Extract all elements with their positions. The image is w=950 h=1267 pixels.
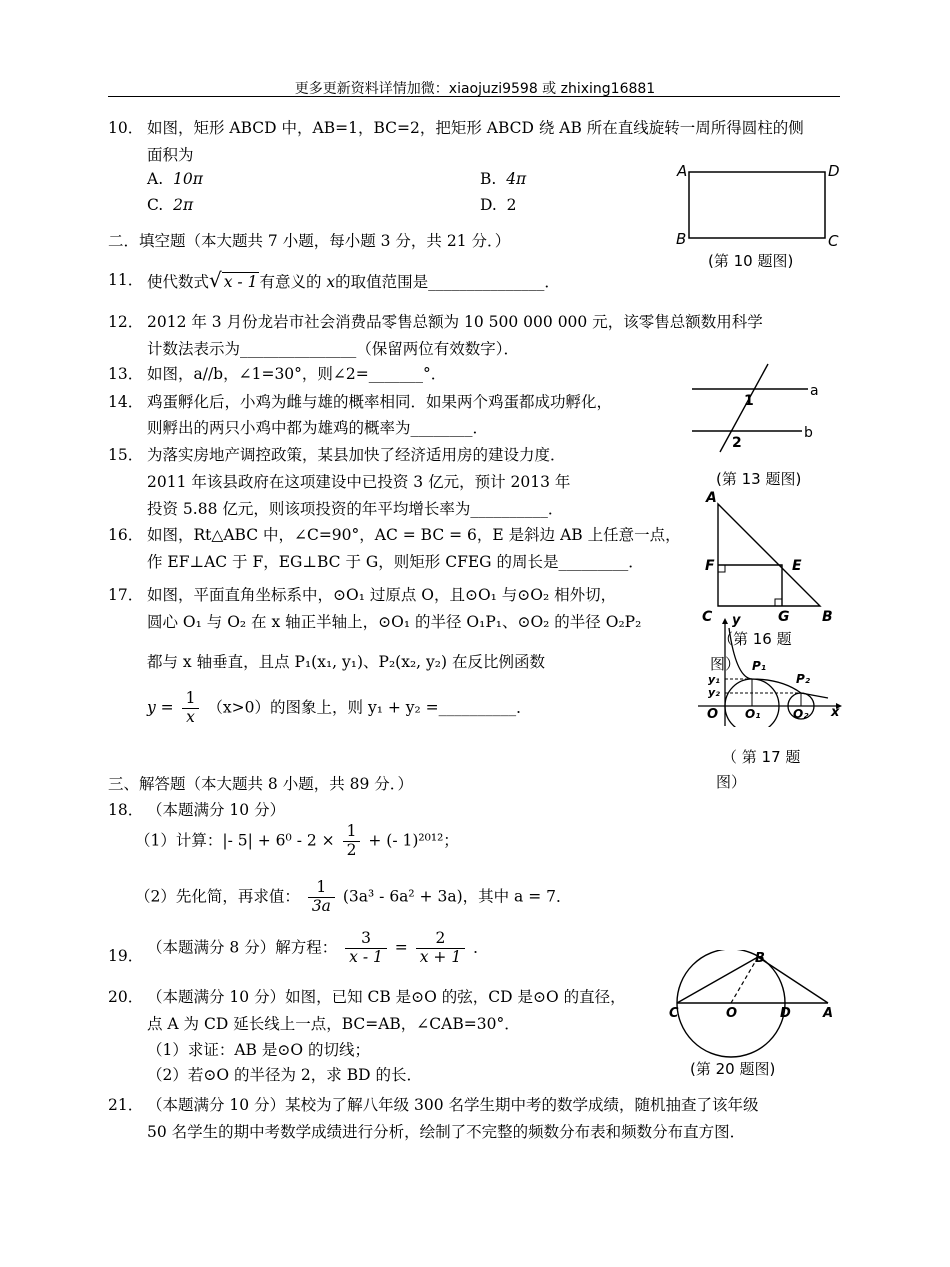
q16-number: 16． xyxy=(108,526,144,544)
label-e: E xyxy=(792,558,802,574)
q20-text-line2: 点 A 为 CD 延长线上一点，BC=AB，∠CAB=30°． xyxy=(147,1015,520,1033)
q19-right-fraction: $\frac{2}{x + 1}$ xyxy=(416,930,465,967)
label-a: A xyxy=(706,490,717,506)
label-o2: O₂ xyxy=(793,707,809,721)
q20-circle-figure xyxy=(668,950,840,1060)
q17-text-line4: y = $\frac{1}{x}$ （x>0）的图象上，则 y₁ + y₂ =__________． xyxy=(147,689,532,726)
q10-option-a: A. 10π xyxy=(147,170,203,188)
q17-text-line2: 圆心 O₁ 与 O₂ 在 x 轴正半轴上，⊙O₁ 的半径 O₁P₁、⊙O₂ 的半径 O₂P₂ xyxy=(147,613,642,631)
q18-head: （本题满分 10 分） xyxy=(147,801,286,819)
label-a: A xyxy=(823,1006,834,1021)
label-y2: y₂ xyxy=(708,686,720,699)
label-p2: P₂ xyxy=(796,672,811,686)
q14-text-line1: 鸡蛋孵化后，小鸡为雌与雄的概率相同．如果两个鸡蛋都成功孵化， xyxy=(147,393,613,411)
q21-number: 21． xyxy=(108,1096,144,1114)
q20-text-line1: （本题满分 10 分）如图，已知 CB 是⊙O 的弦，CD 是⊙O 的直径， xyxy=(147,988,626,1006)
q10-option-d: D. 2 xyxy=(480,196,517,214)
q16-text-line1: 如图，Rt△ABC 中，∠C=90°，AC = BC = 6，E 是斜边 AB 上任意一点， xyxy=(147,526,681,544)
q21-text-line2: 50 名学生的期中考数学成绩进行分析，绘制了不完整的频数分布表和频数分布直方图． xyxy=(147,1123,746,1141)
label-p1: P₁ xyxy=(752,659,767,673)
q15-text-line3: 投资 5.88 亿元，则该项投资的年平均增长率为__________． xyxy=(147,500,564,518)
label-origin: O xyxy=(707,707,719,722)
label-c: C xyxy=(669,1006,679,1021)
rectangle-abcd xyxy=(689,172,825,238)
tangent-ab xyxy=(758,957,828,1003)
right-angle-mark-f xyxy=(718,565,725,572)
q20-text-line4: （2）若⊙O 的半径为 2，求 BD 的长． xyxy=(147,1066,422,1084)
q19-left-fraction: $\frac{3}{x - 1}$ xyxy=(345,930,387,967)
label-g: G xyxy=(778,609,790,625)
q11-radicand: x - 1 xyxy=(223,273,258,291)
q15-text-line1: 为落实房地产调控政策，某县加快了经济适用房的建设力度． xyxy=(147,446,566,464)
q17-text-line1: 如图，平面直角坐标系中，⊙O₁ 过原点 O，且⊙O₁ 与⊙O₂ 相外切， xyxy=(147,586,617,604)
q17-caption-line1: （ 第 17 题 xyxy=(722,748,801,766)
label-o: O xyxy=(726,1006,738,1021)
q17-number: 17． xyxy=(108,586,144,604)
chord-cb xyxy=(677,957,758,1003)
q18-part2: （2）先化简，再求值： $\frac{1}{3a}$ (3a³ - 6a² + 3a)，其中 a = 7． xyxy=(135,878,572,915)
q15-text-line2: 2011 年该县政府在这项建设中已投资 3 亿元，预计 2013 年 xyxy=(147,473,571,491)
q11-text: 使代数式√ x - 1 有意义的 x的取值范围是_______________． xyxy=(147,268,560,292)
header-rule xyxy=(108,96,840,97)
q19-number: 19． xyxy=(108,947,144,965)
q13-number: 13． xyxy=(108,365,144,383)
q17-function-fraction: $\frac{1}{x}$ xyxy=(182,690,200,727)
label-x-axis: x xyxy=(831,705,840,720)
q10-rectangle-figure xyxy=(670,158,845,253)
label-a: A xyxy=(677,162,688,180)
page-header: 更多更新资料详情加微：xiaojuzi9598 或 zhixing16881 xyxy=(294,81,656,97)
q20-caption: (第 20 题图) xyxy=(690,1060,776,1078)
label-line-b: b xyxy=(804,425,813,441)
triangle-abc xyxy=(718,504,820,606)
q20-number: 20． xyxy=(108,988,144,1006)
q17-caption-line2: 图） xyxy=(716,773,747,791)
section3-heading: 三、解答题（本大题共 8 小题，共 89 分．） xyxy=(108,775,414,793)
label-c: C xyxy=(828,232,839,250)
label-line-a: a xyxy=(810,383,819,399)
q20-text-line3: （1）求证：AB 是⊙O 的切线； xyxy=(147,1041,370,1059)
q12-text-line2: 计数法表示为_______________（保留两位有效数字）． xyxy=(147,340,520,358)
label-f: F xyxy=(705,558,715,574)
q18-simplify-fraction: $\frac{1}{3a}$ xyxy=(308,879,335,916)
label-b: B xyxy=(822,609,833,625)
right-angle-mark-g xyxy=(775,599,782,606)
q16-caption-line1: （第 16 题 xyxy=(718,630,792,648)
q18-part1: （1）计算：|- 5| + 6⁰ - 2 × $\frac{1}{2}$ + (- 1)²⁰¹²； xyxy=(135,822,459,859)
label-o1: O₁ xyxy=(745,707,761,721)
q12-number: 12． xyxy=(108,313,144,331)
q12-text-line1: 2012 年 3 月份龙岩市社会消费品零售总额为 10 500 000 000 元，该零售总额数用科学 xyxy=(147,313,763,331)
q10-option-c: C. 2π xyxy=(147,196,194,214)
q14-number: 14． xyxy=(108,393,144,411)
angle-2-label: 2 xyxy=(732,435,742,451)
q11-number: 11． xyxy=(108,271,144,289)
q10-caption: (第 10 题图) xyxy=(708,252,794,270)
q13-text: 如图，a//b，∠1=30°，则∠2=_______°． xyxy=(147,365,447,383)
q15-number: 15． xyxy=(108,446,144,464)
hyperbola-curve xyxy=(729,628,828,698)
q17-coordinate-figure xyxy=(692,612,844,727)
q18-number: 18． xyxy=(108,801,144,819)
y-axis-arrow xyxy=(722,618,728,624)
q10-text-line1: 如图，矩形 ABCD 中，AB=1，BC=2，把矩形 ABCD 绕 AB 所在直线旋转一周所得圆柱的侧 xyxy=(147,119,804,137)
q19-text: （本题满分 8 分）解方程： $\frac{3}{x - 1}$ = $\frac{2}{x + 1}$ ． xyxy=(147,929,489,966)
angle-1-label: 1 xyxy=(744,393,754,409)
rectangle-cfeg xyxy=(718,565,782,606)
label-b: B xyxy=(676,230,687,248)
label-y1: y₁ xyxy=(708,673,720,686)
q18-half-fraction: $\frac{1}{2}$ xyxy=(343,823,361,860)
q13-caption: (第 13 题图) xyxy=(716,470,802,488)
label-d: D xyxy=(828,162,840,180)
q16-text-line2: 作 EF⊥AC 于 F，EG⊥BC 于 G，则矩形 CFEG 的周长是_________． xyxy=(147,553,644,571)
q10-option-b: B. 4π xyxy=(480,170,527,188)
label-y-axis: y xyxy=(732,613,741,628)
label-b: B xyxy=(755,951,765,966)
q21-text-line1: （本题满分 10 分）某校为了解八年级 300 名学生期中考的数学成绩，随机抽查了该年级 xyxy=(147,1096,759,1114)
q16-triangle-figure xyxy=(698,486,843,628)
label-d: D xyxy=(780,1006,791,1021)
section2-heading: 二．填空题（本大题共 7 小题，每小题 3 分，共 21 分．） xyxy=(108,232,511,250)
q10-number: 10． xyxy=(108,119,144,137)
q14-text-line2: 则孵出的两只小鸡中都为雄鸡的概率为________． xyxy=(147,419,489,437)
label-c: C xyxy=(702,609,713,625)
q17-text-line3: 都与 x 轴垂直，且点 P₁(x₁, y₁)、P₂(x₂, y₂) 在反比例函数 xyxy=(147,653,545,671)
q10-text-line2: 面积为 xyxy=(147,146,194,164)
q13-parallel-lines-figure xyxy=(680,360,825,460)
q16-caption-line2: 图） xyxy=(710,655,741,673)
